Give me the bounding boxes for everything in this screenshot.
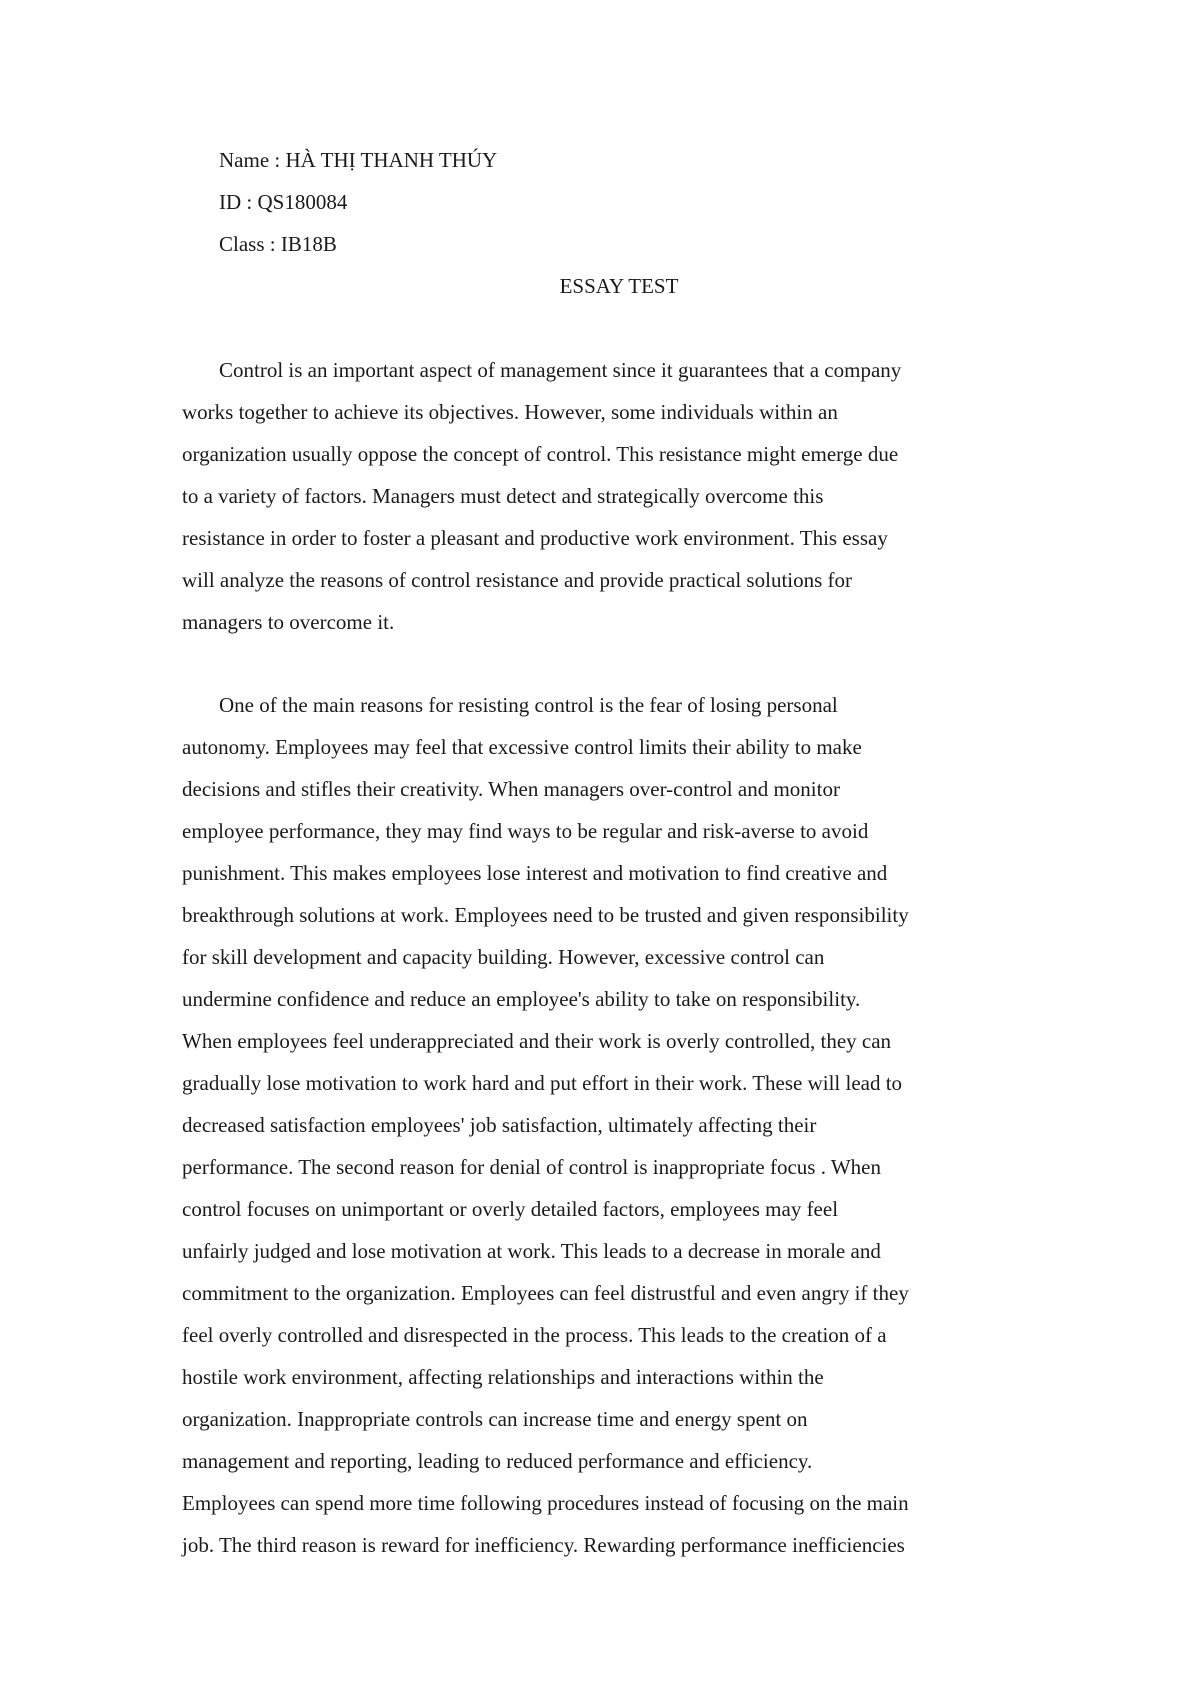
student-name: Name : HÀ THỊ THANH THÚY [219, 148, 498, 172]
paragraph-line: organization. Inappropriate controls can increase time and energy spent on [182, 1407, 808, 1431]
paragraph-line: decreased satisfaction employees' job satisfaction, ultimately affecting their [182, 1113, 817, 1137]
paragraph-line: job. The third reason is reward for inefficiency. Rewarding performance inefficiencies [182, 1533, 905, 1557]
paragraph-line: feel overly controlled and disrespected in the process. This leads to the creation of a [182, 1323, 887, 1347]
student-class: Class : IB18B [219, 232, 337, 256]
student-id: ID : QS180084 [219, 190, 348, 214]
paragraph-line: employee performance, they may find ways to be regular and risk-averse to avoid [182, 819, 869, 843]
paragraph-line: unfairly judged and lose motivation at work. This leads to a decrease in morale and [182, 1239, 881, 1263]
paragraph-line: management and reporting, leading to reduced performance and efficiency. [182, 1449, 813, 1473]
paragraph-line: gradually lose motivation to work hard and put effort in their work. These will lead to [182, 1071, 903, 1095]
essay-title: ESSAY TEST [559, 274, 679, 298]
paragraph-line: undermine confidence and reduce an employee's ability to take on responsibility. [182, 987, 861, 1011]
paragraph-line: One of the main reasons for resisting control is the fear of losing personal [219, 693, 838, 717]
paragraph-line: control focuses on unimportant or overly detailed factors, employees may feel [182, 1197, 839, 1221]
paragraph-line: for skill development and capacity building. However, excessive control can [182, 945, 825, 969]
paragraph-line: When employees feel underappreciated and their work is overly controlled, they can [182, 1029, 892, 1053]
paragraph-line: punishment. This makes employees lose interest and motivation to find creative and [182, 861, 888, 885]
paragraph-line: works together to achieve its objectives. However, some individuals within an [182, 400, 838, 424]
paragraph-line: organization usually oppose the concept of control. This resistance might emerge due [182, 442, 899, 466]
paragraph-line: to a variety of factors. Managers must detect and strategically overcome this [182, 484, 824, 508]
paragraph-line: breakthrough solutions at work. Employees need to be trusted and given responsibility [182, 903, 909, 927]
paragraph-line: managers to overcome it. [182, 610, 395, 634]
paragraph-line: decisions and stifles their creativity. When managers over-control and monitor [182, 777, 840, 801]
paragraph-line: Control is an important aspect of management since it guarantees that a company [219, 358, 902, 382]
paragraph-line: performance. The second reason for denial of control is inappropriate focus . When [182, 1155, 881, 1179]
paragraph-line: hostile work environment, affecting relationships and interactions within the [182, 1365, 824, 1389]
paragraph-line: commitment to the organization. Employees can feel distrustful and even angry if they [182, 1281, 909, 1305]
paragraph-line: Employees can spend more time following procedures instead of focusing on the main [182, 1491, 909, 1515]
paragraph-line: resistance in order to foster a pleasant and productive work environment. This essay [182, 526, 888, 550]
paragraph-line: will analyze the reasons of control resistance and provide practical solutions for [182, 568, 853, 592]
paragraph-line: autonomy. Employees may feel that excessive control limits their ability to make [182, 735, 862, 759]
